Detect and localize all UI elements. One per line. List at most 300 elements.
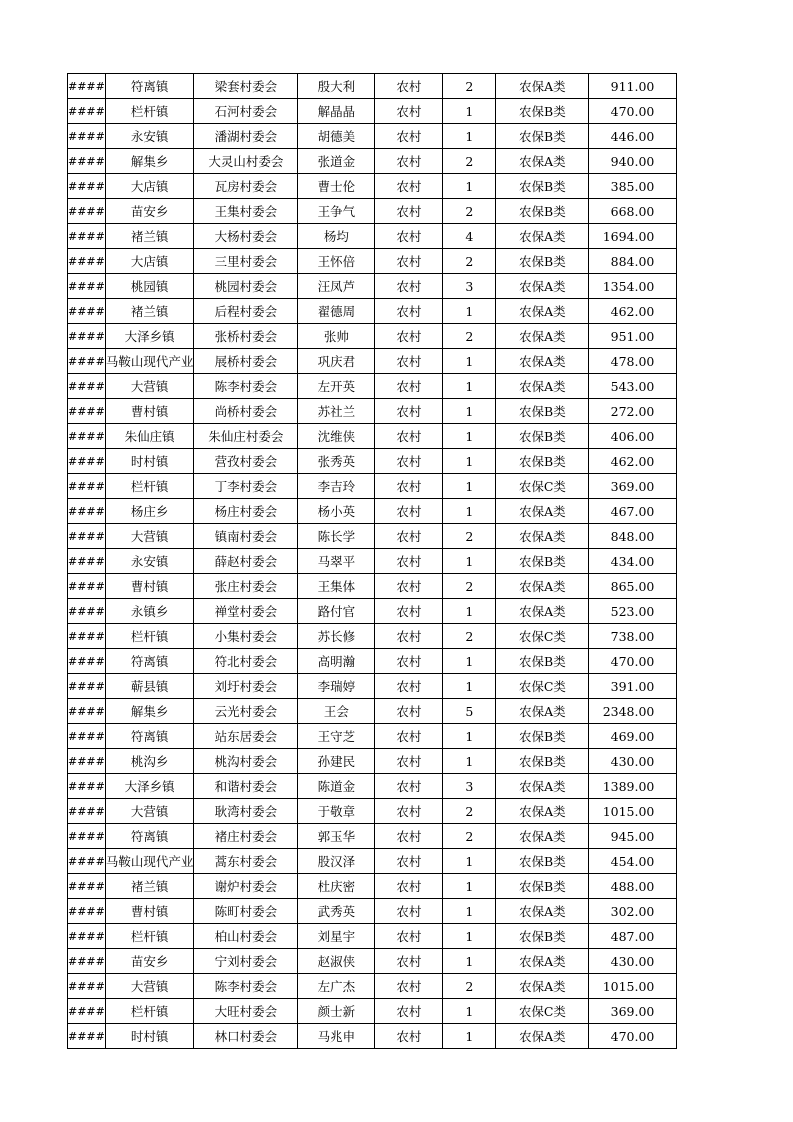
village-cell: 宁刘村委会 [194, 949, 298, 974]
area-type-cell: 农村 [375, 74, 443, 99]
household-count-cell: 1 [443, 724, 496, 749]
area-type-cell: 农村 [375, 474, 443, 499]
amount-cell: 848.00 [589, 524, 677, 549]
table-row [68, 274, 677, 299]
insurance-category-cell: 农保B类 [496, 124, 589, 149]
amount-cell: 668.00 [589, 199, 677, 224]
table-row [68, 249, 677, 274]
insurance-category-cell: 农保A类 [496, 974, 589, 999]
area-type-cell: 农村 [375, 399, 443, 424]
name-cell: 陈长学 [298, 524, 375, 549]
household-count-cell: 1 [443, 449, 496, 474]
household-count-cell: 2 [443, 974, 496, 999]
town-cell: 马鞍山现代产业 [105, 349, 194, 374]
row-id-cell: #### [68, 74, 106, 99]
area-type-cell: 农村 [375, 99, 443, 124]
name-cell: 杜庆密 [298, 874, 375, 899]
name-cell: 沈维侠 [298, 424, 375, 449]
name-cell: 孙建民 [298, 749, 375, 774]
village-cell: 耿湾村委会 [194, 799, 298, 824]
insurance-category-cell: 农保C类 [496, 624, 589, 649]
name-cell: 王怀倍 [298, 249, 375, 274]
table-row [68, 299, 677, 324]
town-cell: 解集乡 [105, 699, 194, 724]
amount-cell: 1015.00 [589, 974, 677, 999]
row-id-cell: #### [68, 449, 106, 474]
town-cell: 栏杆镇 [105, 999, 194, 1024]
amount-cell: 446.00 [589, 124, 677, 149]
insurance-category-cell: 农保C类 [496, 674, 589, 699]
town-cell: 解集乡 [105, 149, 194, 174]
town-cell: 苗安乡 [105, 199, 194, 224]
amount-cell: 454.00 [589, 849, 677, 874]
household-count-cell: 1 [443, 374, 496, 399]
insurance-category-cell: 农保B类 [496, 99, 589, 124]
table-row [68, 449, 677, 474]
area-type-cell: 农村 [375, 1024, 443, 1049]
town-cell: 栏杆镇 [105, 99, 194, 124]
area-type-cell: 农村 [375, 249, 443, 274]
village-cell: 桃沟村委会 [194, 749, 298, 774]
table-row [68, 149, 677, 174]
table-row [68, 224, 677, 249]
village-cell: 王集村委会 [194, 199, 298, 224]
amount-cell: 470.00 [589, 99, 677, 124]
town-cell: 时村镇 [105, 449, 194, 474]
table-row [68, 124, 677, 149]
row-id-cell: #### [68, 474, 106, 499]
village-cell: 镇南村委会 [194, 524, 298, 549]
village-cell: 谢炉村委会 [194, 874, 298, 899]
insurance-category-cell: 农保A类 [496, 574, 589, 599]
town-cell: 曹村镇 [105, 899, 194, 924]
table-row [68, 574, 677, 599]
area-type-cell: 农村 [375, 424, 443, 449]
village-cell: 薛赵村委会 [194, 549, 298, 574]
row-id-cell: #### [68, 874, 106, 899]
amount-cell: 272.00 [589, 399, 677, 424]
area-type-cell: 农村 [375, 199, 443, 224]
household-count-cell: 2 [443, 74, 496, 99]
name-cell: 刘星宇 [298, 924, 375, 949]
insurance-category-cell: 农保A类 [496, 824, 589, 849]
household-count-cell: 1 [443, 474, 496, 499]
row-id-cell: #### [68, 424, 106, 449]
table-row [68, 474, 677, 499]
insurance-category-cell: 农保C类 [496, 474, 589, 499]
household-count-cell: 1 [443, 99, 496, 124]
name-cell: 王守芝 [298, 724, 375, 749]
insurance-category-cell: 农保B类 [496, 174, 589, 199]
village-cell: 陈李村委会 [194, 374, 298, 399]
town-cell: 朱仙庄镇 [105, 424, 194, 449]
row-id-cell: #### [68, 999, 106, 1024]
table-row [68, 699, 677, 724]
row-id-cell: #### [68, 374, 106, 399]
name-cell: 张秀英 [298, 449, 375, 474]
name-cell: 曹士伦 [298, 174, 375, 199]
table-row [68, 424, 677, 449]
table-row [68, 724, 677, 749]
table-row [68, 549, 677, 574]
household-count-cell: 1 [443, 349, 496, 374]
insurance-category-cell: 农保B类 [496, 199, 589, 224]
table-row [68, 174, 677, 199]
village-cell: 柏山村委会 [194, 924, 298, 949]
amount-cell: 488.00 [589, 874, 677, 899]
insurance-category-cell: 农保A类 [496, 774, 589, 799]
table-row [68, 949, 677, 974]
town-cell: 大泽乡镇 [105, 324, 194, 349]
amount-cell: 478.00 [589, 349, 677, 374]
insurance-category-cell: 农保B类 [496, 849, 589, 874]
table-row [68, 649, 677, 674]
name-cell: 左广杰 [298, 974, 375, 999]
town-cell: 永安镇 [105, 124, 194, 149]
amount-cell: 487.00 [589, 924, 677, 949]
insurance-category-cell: 农保A类 [496, 599, 589, 624]
name-cell: 王会 [298, 699, 375, 724]
amount-cell: 385.00 [589, 174, 677, 199]
amount-cell: 543.00 [589, 374, 677, 399]
insurance-category-cell: 农保A类 [496, 374, 589, 399]
name-cell: 李吉玲 [298, 474, 375, 499]
name-cell: 殷大利 [298, 74, 375, 99]
village-cell: 云光村委会 [194, 699, 298, 724]
village-cell: 小集村委会 [194, 624, 298, 649]
name-cell: 路付官 [298, 599, 375, 624]
town-cell: 符离镇 [105, 824, 194, 849]
row-id-cell: #### [68, 824, 106, 849]
amount-cell: 391.00 [589, 674, 677, 699]
area-type-cell: 农村 [375, 774, 443, 799]
village-cell: 展桥村委会 [194, 349, 298, 374]
area-type-cell: 农村 [375, 824, 443, 849]
table-row [68, 974, 677, 999]
insurance-category-cell: 农保A类 [496, 149, 589, 174]
town-cell: 褚兰镇 [105, 874, 194, 899]
town-cell: 栏杆镇 [105, 924, 194, 949]
insurance-category-cell: 农保B类 [496, 749, 589, 774]
amount-cell: 523.00 [589, 599, 677, 624]
row-id-cell: #### [68, 974, 106, 999]
area-type-cell: 农村 [375, 849, 443, 874]
amount-cell: 1354.00 [589, 274, 677, 299]
table-row [68, 349, 677, 374]
name-cell: 杨均 [298, 224, 375, 249]
name-cell: 李瑞婷 [298, 674, 375, 699]
name-cell: 苏社兰 [298, 399, 375, 424]
insurance-category-cell: 农保B类 [496, 724, 589, 749]
table-row [68, 399, 677, 424]
amount-cell: 2348.00 [589, 699, 677, 724]
village-cell: 营孜村委会 [194, 449, 298, 474]
table-row [68, 849, 677, 874]
town-cell: 大泽乡镇 [105, 774, 194, 799]
row-id-cell: #### [68, 549, 106, 574]
household-count-cell: 2 [443, 574, 496, 599]
insurance-category-cell: 农保C类 [496, 999, 589, 1024]
area-type-cell: 农村 [375, 949, 443, 974]
name-cell: 颜士新 [298, 999, 375, 1024]
table-row [68, 74, 677, 99]
insurance-category-cell: 农保B类 [496, 249, 589, 274]
insurance-category-cell: 农保B类 [496, 549, 589, 574]
amount-cell: 369.00 [589, 474, 677, 499]
insurance-category-cell: 农保B类 [496, 924, 589, 949]
household-count-cell: 1 [443, 399, 496, 424]
table-row [68, 824, 677, 849]
insurance-category-cell: 农保A类 [496, 1024, 589, 1049]
insurance-category-cell: 农保A类 [496, 524, 589, 549]
household-count-cell: 1 [443, 899, 496, 924]
village-cell: 张庄村委会 [194, 574, 298, 599]
area-type-cell: 农村 [375, 574, 443, 599]
row-id-cell: #### [68, 299, 106, 324]
name-cell: 汪凤芦 [298, 274, 375, 299]
amount-cell: 911.00 [589, 74, 677, 99]
table-row [68, 799, 677, 824]
town-cell: 永安镇 [105, 549, 194, 574]
insurance-category-cell: 农保A类 [496, 899, 589, 924]
name-cell: 于敬章 [298, 799, 375, 824]
insurance-category-cell: 农保A类 [496, 349, 589, 374]
village-cell: 陈町村委会 [194, 899, 298, 924]
insurance-category-cell: 农保A类 [496, 949, 589, 974]
insurance-category-cell: 农保B类 [496, 449, 589, 474]
name-cell: 高明瀚 [298, 649, 375, 674]
name-cell: 陈道金 [298, 774, 375, 799]
area-type-cell: 农村 [375, 724, 443, 749]
name-cell: 张道金 [298, 149, 375, 174]
town-cell: 褚兰镇 [105, 224, 194, 249]
household-count-cell: 1 [443, 849, 496, 874]
name-cell: 苏长修 [298, 624, 375, 649]
area-type-cell: 农村 [375, 374, 443, 399]
household-count-cell: 1 [443, 949, 496, 974]
name-cell: 股汉泽 [298, 849, 375, 874]
household-count-cell: 1 [443, 424, 496, 449]
table-row [68, 624, 677, 649]
name-cell: 王集体 [298, 574, 375, 599]
household-count-cell: 3 [443, 774, 496, 799]
row-id-cell: #### [68, 199, 106, 224]
amount-cell: 430.00 [589, 949, 677, 974]
name-cell: 马兆申 [298, 1024, 375, 1049]
household-count-cell: 2 [443, 824, 496, 849]
town-cell: 大营镇 [105, 374, 194, 399]
town-cell: 蕲县镇 [105, 674, 194, 699]
amount-cell: 462.00 [589, 449, 677, 474]
town-cell: 桃园镇 [105, 274, 194, 299]
household-count-cell: 1 [443, 924, 496, 949]
town-cell: 符离镇 [105, 649, 194, 674]
table-body [68, 74, 677, 1049]
amount-cell: 940.00 [589, 149, 677, 174]
village-cell: 符北村委会 [194, 649, 298, 674]
row-id-cell: #### [68, 599, 106, 624]
name-cell: 杨小英 [298, 499, 375, 524]
town-cell: 杨庄乡 [105, 499, 194, 524]
row-id-cell: #### [68, 499, 106, 524]
area-type-cell: 农村 [375, 524, 443, 549]
area-type-cell: 农村 [375, 899, 443, 924]
town-cell: 符离镇 [105, 74, 194, 99]
table-row [68, 499, 677, 524]
row-id-cell: #### [68, 99, 106, 124]
table-row [68, 874, 677, 899]
amount-cell: 430.00 [589, 749, 677, 774]
household-count-cell: 2 [443, 324, 496, 349]
village-cell: 桃园村委会 [194, 274, 298, 299]
amount-cell: 406.00 [589, 424, 677, 449]
name-cell: 左开英 [298, 374, 375, 399]
name-cell: 武秀英 [298, 899, 375, 924]
town-cell: 永镇乡 [105, 599, 194, 624]
insurance-category-cell: 农保A类 [496, 699, 589, 724]
amount-cell: 1389.00 [589, 774, 677, 799]
town-cell: 栏杆镇 [105, 624, 194, 649]
row-id-cell: #### [68, 574, 106, 599]
area-type-cell: 农村 [375, 674, 443, 699]
village-cell: 张桥村委会 [194, 324, 298, 349]
table-row [68, 1024, 677, 1049]
row-id-cell: #### [68, 899, 106, 924]
village-cell: 瓦房村委会 [194, 174, 298, 199]
area-type-cell: 农村 [375, 999, 443, 1024]
household-count-cell: 2 [443, 799, 496, 824]
household-count-cell: 1 [443, 1024, 496, 1049]
amount-cell: 469.00 [589, 724, 677, 749]
name-cell: 郭玉华 [298, 824, 375, 849]
table-row [68, 674, 677, 699]
village-cell: 梁套村委会 [194, 74, 298, 99]
household-count-cell: 2 [443, 249, 496, 274]
area-type-cell: 农村 [375, 174, 443, 199]
village-cell: 禅堂村委会 [194, 599, 298, 624]
row-id-cell: #### [68, 399, 106, 424]
town-cell: 大营镇 [105, 524, 194, 549]
village-cell: 三里村委会 [194, 249, 298, 274]
household-count-cell: 1 [443, 124, 496, 149]
row-id-cell: #### [68, 774, 106, 799]
household-count-cell: 1 [443, 674, 496, 699]
name-cell: 马翠平 [298, 549, 375, 574]
name-cell: 胡德美 [298, 124, 375, 149]
town-cell: 大店镇 [105, 174, 194, 199]
name-cell: 翟德周 [298, 299, 375, 324]
household-count-cell: 1 [443, 599, 496, 624]
row-id-cell: #### [68, 624, 106, 649]
row-id-cell: #### [68, 724, 106, 749]
amount-cell: 470.00 [589, 649, 677, 674]
town-cell: 大营镇 [105, 974, 194, 999]
insurance-category-cell: 农保A类 [496, 274, 589, 299]
amount-cell: 302.00 [589, 899, 677, 924]
area-type-cell: 农村 [375, 149, 443, 174]
row-id-cell: #### [68, 649, 106, 674]
table-row [68, 999, 677, 1024]
household-count-cell: 2 [443, 149, 496, 174]
town-cell: 大店镇 [105, 249, 194, 274]
insurance-category-cell: 农保B类 [496, 649, 589, 674]
insurance-category-cell: 农保B类 [496, 874, 589, 899]
village-cell: 大杨村委会 [194, 224, 298, 249]
row-id-cell: #### [68, 799, 106, 824]
area-type-cell: 农村 [375, 549, 443, 574]
amount-cell: 951.00 [589, 324, 677, 349]
area-type-cell: 农村 [375, 299, 443, 324]
village-cell: 陈李村委会 [194, 974, 298, 999]
amount-cell: 945.00 [589, 824, 677, 849]
household-count-cell: 2 [443, 199, 496, 224]
town-cell: 马鞍山现代产业 [105, 849, 194, 874]
table-row [68, 774, 677, 799]
insurance-category-cell: 农保A类 [496, 324, 589, 349]
village-cell: 和谐村委会 [194, 774, 298, 799]
village-cell: 后程村委会 [194, 299, 298, 324]
village-cell: 潘湖村委会 [194, 124, 298, 149]
area-type-cell: 农村 [375, 124, 443, 149]
row-id-cell: #### [68, 924, 106, 949]
amount-cell: 1694.00 [589, 224, 677, 249]
amount-cell: 369.00 [589, 999, 677, 1024]
table-row [68, 924, 677, 949]
household-count-cell: 2 [443, 624, 496, 649]
village-cell: 尚桥村委会 [194, 399, 298, 424]
area-type-cell: 农村 [375, 224, 443, 249]
village-cell: 大灵山村委会 [194, 149, 298, 174]
village-cell: 丁李村委会 [194, 474, 298, 499]
row-id-cell: #### [68, 849, 106, 874]
row-id-cell: #### [68, 674, 106, 699]
town-cell: 曹村镇 [105, 574, 194, 599]
household-count-cell: 5 [443, 699, 496, 724]
insurance-category-cell: 农保A类 [496, 799, 589, 824]
household-count-cell: 1 [443, 299, 496, 324]
area-type-cell: 农村 [375, 324, 443, 349]
area-type-cell: 农村 [375, 974, 443, 999]
row-id-cell: #### [68, 149, 106, 174]
table-row [68, 599, 677, 624]
name-cell: 赵淑侠 [298, 949, 375, 974]
village-cell: 朱仙庄村委会 [194, 424, 298, 449]
insurance-category-cell: 农保A类 [496, 299, 589, 324]
area-type-cell: 农村 [375, 649, 443, 674]
village-cell: 褚庄村委会 [194, 824, 298, 849]
village-cell: 林口村委会 [194, 1024, 298, 1049]
area-type-cell: 农村 [375, 449, 443, 474]
household-count-cell: 1 [443, 499, 496, 524]
household-count-cell: 3 [443, 274, 496, 299]
household-count-cell: 1 [443, 649, 496, 674]
village-cell: 站东居委会 [194, 724, 298, 749]
village-cell: 蒿东村委会 [194, 849, 298, 874]
row-id-cell: #### [68, 699, 106, 724]
name-cell: 张帅 [298, 324, 375, 349]
area-type-cell: 农村 [375, 274, 443, 299]
table-row [68, 749, 677, 774]
amount-cell: 462.00 [589, 299, 677, 324]
row-id-cell: #### [68, 349, 106, 374]
area-type-cell: 农村 [375, 349, 443, 374]
table-row [68, 99, 677, 124]
town-cell: 苗安乡 [105, 949, 194, 974]
insurance-category-cell: 农保A类 [496, 224, 589, 249]
row-id-cell: #### [68, 174, 106, 199]
household-count-cell: 1 [443, 874, 496, 899]
row-id-cell: #### [68, 524, 106, 549]
